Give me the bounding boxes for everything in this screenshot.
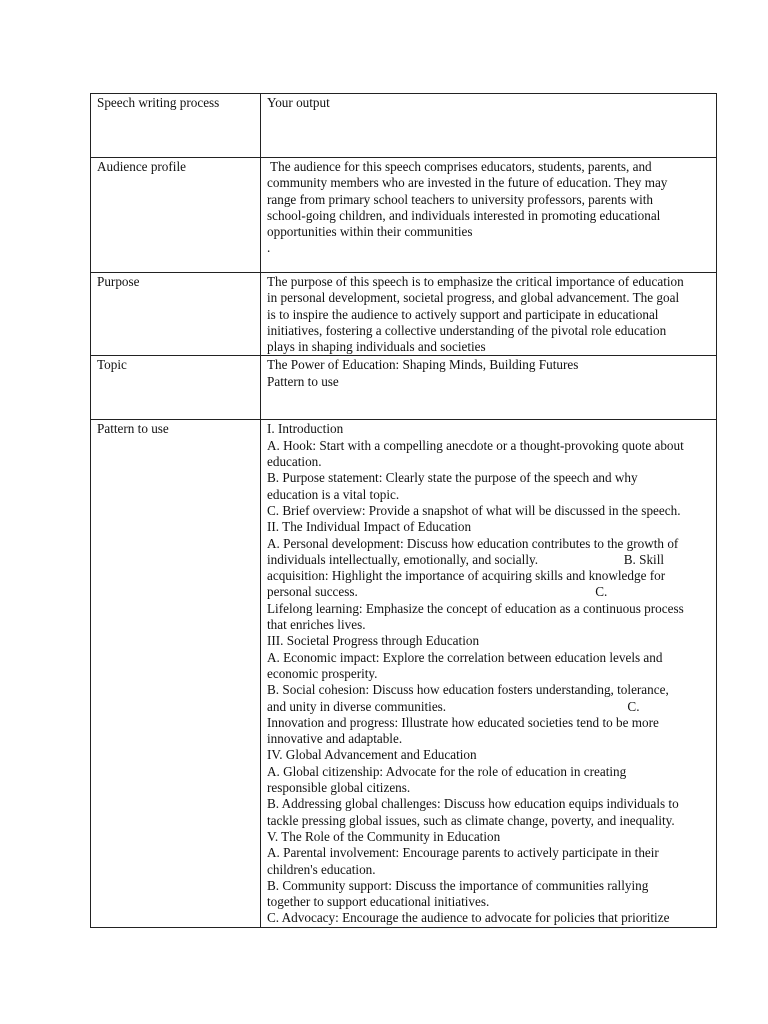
text-line: The purpose of this speech is to emphasize the critical importance of education xyxy=(267,274,684,289)
text-line: education is a vital topic. xyxy=(267,486,400,502)
text-line: A. Hook: Start with a compelling anecdote or a thought-provoking quote about xyxy=(267,437,684,453)
text-line: innovative and adaptable. xyxy=(267,731,403,747)
text-line: tackle pressing global issues, such as climate change, poverty, and inequality. xyxy=(267,812,675,828)
row-content xyxy=(261,158,717,273)
speech-writing-table xyxy=(90,93,717,928)
text-line: V. The Role of the Community in Education xyxy=(267,828,501,844)
text-line: III. Societal Progress through Education xyxy=(267,633,480,649)
text-line: Pattern to use xyxy=(267,373,339,389)
text-line: I. Introduction xyxy=(267,421,344,437)
row-content xyxy=(261,94,717,158)
text-line: school-going children, and individuals interested in promoting educational xyxy=(267,207,661,223)
text-line: B. Purpose statement: Clearly state the purpose of the speech and why xyxy=(267,470,638,486)
text-line: The audience for this speech comprises educators, students, parents, and xyxy=(267,159,652,174)
text-line: C. Advocacy: Encourage the audience to advocate for policies that prioritize xyxy=(267,910,670,926)
text-line: II. The Individual Impact of Education xyxy=(267,519,472,535)
text-line: C. Brief overview: Provide a snapshot of what will be discussed in the speech. xyxy=(267,502,681,518)
text-line: IV. Global Advancement and Education xyxy=(267,747,477,763)
table-row-audience-profile xyxy=(91,158,717,273)
text-line: Your output xyxy=(267,95,330,110)
text-line: together to support educational initiatives. xyxy=(267,894,490,910)
text-line: opportunities within their communities xyxy=(267,224,473,240)
row-label: Purpose xyxy=(91,273,261,356)
row-label: Pattern to use xyxy=(91,420,261,928)
text-line: B. Community support: Discuss the importance of communities rallying xyxy=(267,877,649,893)
table-row-purpose xyxy=(91,273,717,356)
text-line: Lifelong learning: Emphasize the concept of education as a continuous process xyxy=(267,600,684,616)
text-line: The Power of Education: Shaping Minds, Building Futures xyxy=(267,357,579,373)
text-line: in personal development, societal progress, and global advancement. The goal xyxy=(267,290,680,306)
text-line: acquisition: Highlight the importance of acquiring skills and knowledge for xyxy=(267,568,666,584)
text-line: is to inspire the audience to actively support and participate in educational xyxy=(267,306,659,322)
row-label: Audience profile xyxy=(91,158,261,273)
row-content xyxy=(261,273,717,356)
text-line: personal success. C. xyxy=(267,584,608,600)
text-line: plays in shaping individuals and societies xyxy=(267,339,486,355)
row-content xyxy=(261,420,717,928)
table-row-speech-writing-process xyxy=(91,94,717,158)
text-line: that enriches lives. xyxy=(267,617,366,633)
text-line: A. Personal development: Discuss how education contributes to the growth of xyxy=(267,535,679,551)
text-line: range from primary school teachers to university professors, parents with xyxy=(267,191,653,207)
table-row-topic xyxy=(91,356,717,420)
text-line: B. Social cohesion: Discuss how education fosters understanding, tolerance, xyxy=(267,682,669,698)
text-line: responsible global citizens. xyxy=(267,780,411,796)
table-body xyxy=(91,94,717,928)
text-line: A. Parental involvement: Encourage parents to actively participate in their xyxy=(267,845,659,861)
text-line: community members who are invested in the future of education. They may xyxy=(267,175,668,191)
table-row-pattern-to-use xyxy=(91,420,717,928)
text-line: and unity in diverse communities. C. xyxy=(267,698,640,714)
row-content xyxy=(261,356,717,420)
text-line: . xyxy=(267,240,271,256)
text-line: children's education. xyxy=(267,861,376,877)
text-line: economic prosperity. xyxy=(267,665,378,681)
text-line: education. xyxy=(267,454,322,470)
row-label: Topic xyxy=(91,356,261,420)
text-line: Innovation and progress: Illustrate how educated societies tend to be more xyxy=(267,714,659,730)
text-line: initiatives, fostering a collective understanding of the pivotal role education xyxy=(267,322,667,338)
text-line: A. Economic impact: Explore the correlation between education levels and xyxy=(267,649,663,665)
row-label: Speech writing process xyxy=(91,94,261,158)
text-line: A. Global citizenship: Advocate for the role of education in creating xyxy=(267,763,627,779)
text-line: B. Addressing global challenges: Discuss how education equips individuals to xyxy=(267,796,679,812)
text-line: individuals intellectually, emotionally, and socially. B. Skill xyxy=(267,551,665,567)
